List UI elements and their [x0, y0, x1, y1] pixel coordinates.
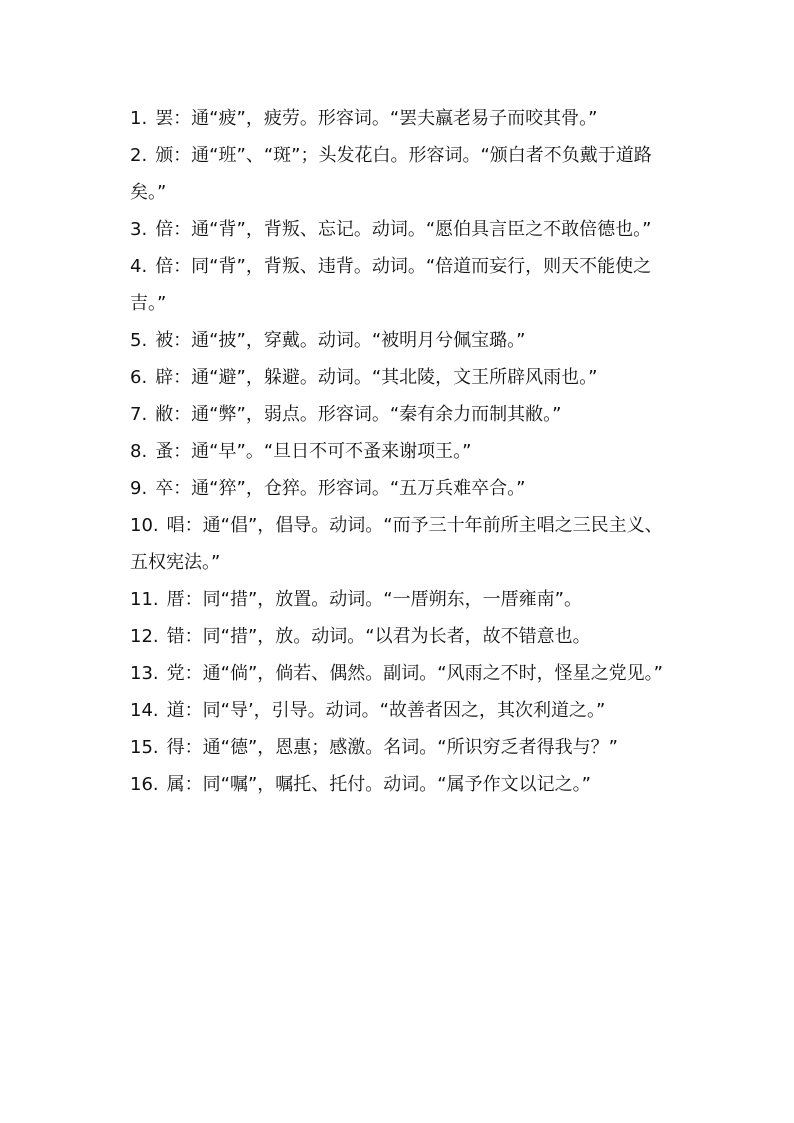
entry-text: 党：通“倘”，倘若、偶然。副词。“风雨之不时，怪星之党见。” [166, 663, 663, 684]
entry-10 [130, 507, 670, 581]
entry-16 [130, 766, 670, 803]
entry-1 [130, 100, 670, 137]
entry-14 [130, 692, 670, 729]
entry-text: 卒：通“猝”，仓猝。形容词。“五万兵难卒合。” [155, 478, 526, 499]
entry-6 [130, 359, 670, 396]
entry-text: 被：通“披”，穿戴。动词。“被明月兮佩宝璐。” [155, 330, 526, 351]
entry-3 [130, 211, 670, 248]
entry-text: 辟：通“避”，躲避。动词。“其北陵，文王所辟风雨也。” [155, 367, 598, 388]
entry-number: 1. [130, 108, 148, 129]
entry-number: 3. [130, 219, 148, 240]
entry-number: 2. [130, 145, 148, 166]
entry-text: 唱：通“倡”，倡导。动词。“而予三十年前所主唱之三民主义、五权宪法。” [130, 515, 663, 573]
entry-number: 8. [130, 441, 148, 462]
entry-number: 11. [130, 589, 159, 610]
entry-text: 蚤：通“早”。“旦日不可不蚤来谢项王。” [155, 441, 472, 462]
entry-number: 13. [130, 663, 159, 684]
entry-number: 4. [130, 256, 148, 277]
entry-13 [130, 655, 670, 692]
entry-4 [130, 248, 670, 322]
entry-text: 道：同“导’，引导。动词。“故善者因之，其次利道之。” [166, 700, 606, 721]
entry-11 [130, 581, 670, 618]
entry-number: 15. [130, 737, 159, 758]
entry-text: 属：同“嘱”，嘱托、托付。动词。“属予作文以记之。” [166, 774, 591, 795]
entry-12 [130, 618, 670, 655]
entry-number: 12. [130, 626, 159, 647]
entry-15 [130, 729, 670, 766]
entry-text: 罢：通“疲”，疲劳。形容词。“罢夫羸老易子而咬其骨。” [155, 108, 598, 129]
entry-number: 14. [130, 700, 159, 721]
entry-number: 5. [130, 330, 148, 351]
entry-5 [130, 322, 670, 359]
entry-number: 10. [130, 515, 159, 536]
entry-number: 7. [130, 404, 148, 425]
entry-2 [130, 137, 670, 211]
entry-text: 倍：同“背”，背叛、违背。动词。“倍道而妄行，则天不能使之吉。” [130, 256, 652, 314]
entry-number: 16. [130, 774, 159, 795]
entry-number: 6. [130, 367, 148, 388]
entry-text: 厝：同“措”，放置。动词。“一厝朔东，一厝雍南”。 [166, 589, 582, 610]
entry-text: 得：通“德”，恩惠；感激。名词。“所识穷乏者得我与？” [166, 737, 618, 758]
document-page [130, 100, 670, 803]
entry-text: 敝：通“弊”，弱点。形容词。“秦有余力而制其敝。” [155, 404, 562, 425]
entry-9 [130, 470, 670, 507]
entry-8 [130, 433, 670, 470]
entry-7 [130, 396, 670, 433]
entry-text: 错：同“措”，放。动词。“以君为长者，故不错意也。 [166, 626, 591, 647]
entry-text: 倍：通“背”，背叛、忘记。动词。“愿伯具言臣之不敢倍德也。” [155, 219, 652, 240]
entry-number: 9. [130, 478, 148, 499]
entry-text: 颁：通“班”、“斑”；头发花白。形容词。“颁白者不负戴于道路矣。” [130, 145, 652, 203]
